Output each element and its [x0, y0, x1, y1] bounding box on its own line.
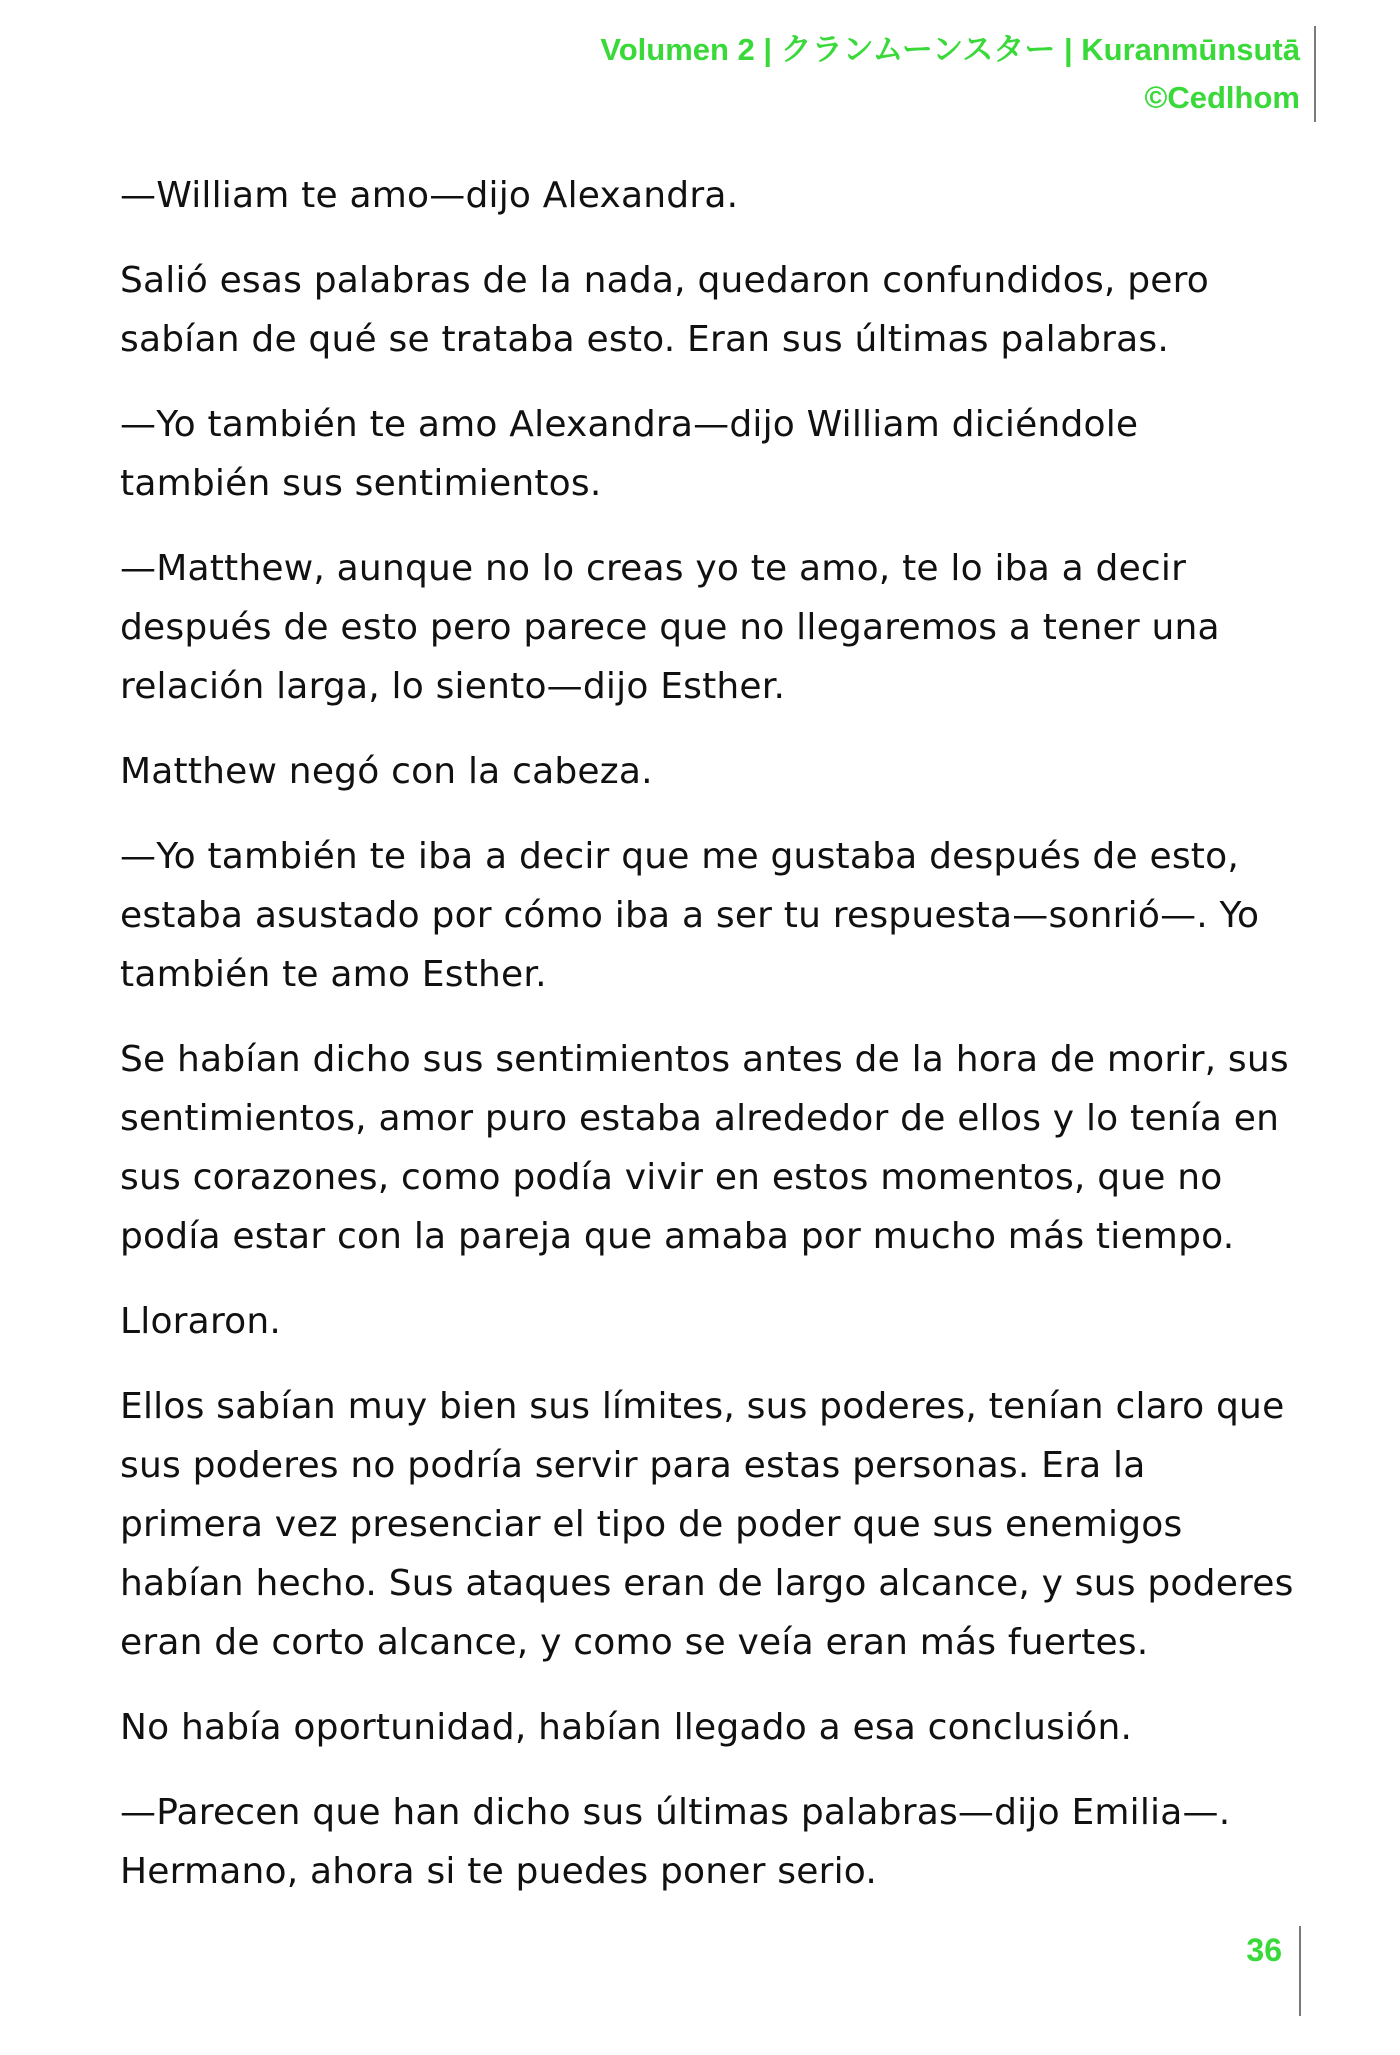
paragraph-6: —Yo también te iba a decir que me gustaba después de esto, estaba asustado por cómo iba a ser tu respuesta—sonrió—. Yo también te amo Esther.	[120, 836, 1260, 995]
header-title: Volumen 2 | クランムーンスター | Kuranmūnsutā	[600, 32, 1300, 67]
header-divider	[1314, 26, 1316, 122]
paragraph-9: Ellos sabían muy bien sus límites, sus poderes, tenían claro que sus poderes no podría servir para estas personas. Era la primera vez presenciar el tipo de poder que sus enemigos habían hecho. Sus ataques eran de largo alcance, y sus poderes eran de corto alcance, y como se veía eran más fuertes.	[120, 1386, 1294, 1663]
footer-divider	[1299, 1926, 1301, 2016]
header-author: ©Cedlhom	[1144, 80, 1300, 115]
page-body	[120, 166, 1300, 1927]
paragraph-8: Lloraron.	[120, 1301, 282, 1342]
paragraph-10: No había oportunidad, habían llegado a esa conclusión.	[120, 1707, 1133, 1748]
page-number: 36	[1246, 1932, 1282, 1968]
paragraph-11: —Parecen que han dicho sus últimas palabras—dijo Emilia—. Hermano, ahora si te puedes poner serio.	[120, 1792, 1231, 1892]
running-header	[600, 26, 1300, 122]
paragraph-4: —Matthew, aunque no lo creas yo te amo, te lo iba a decir después de esto pero parece que no llegaremos a tener una relación larga, lo siento—dijo Esther.	[120, 548, 1220, 707]
paragraph-1: —William te amo—dijo Alexandra.	[120, 175, 739, 216]
paragraph-2: Salió esas palabras de la nada, quedaron confundidos, pero sabían de qué se trataba esto. Eran sus últimas palabras.	[120, 260, 1210, 360]
paragraph-5: Matthew negó con la cabeza.	[120, 751, 653, 792]
paragraph-3: —Yo también te amo Alexandra—dijo William diciéndole también sus sentimientos.	[120, 404, 1139, 504]
paragraph-7: Se habían dicho sus sentimientos antes de la hora de morir, sus sentimientos, amor puro estaba alrededor de ellos y lo tenía en sus corazones, como podía vivir en estos momentos, que no podía estar con la pareja que amaba por mucho más tiempo.	[120, 1039, 1289, 1257]
